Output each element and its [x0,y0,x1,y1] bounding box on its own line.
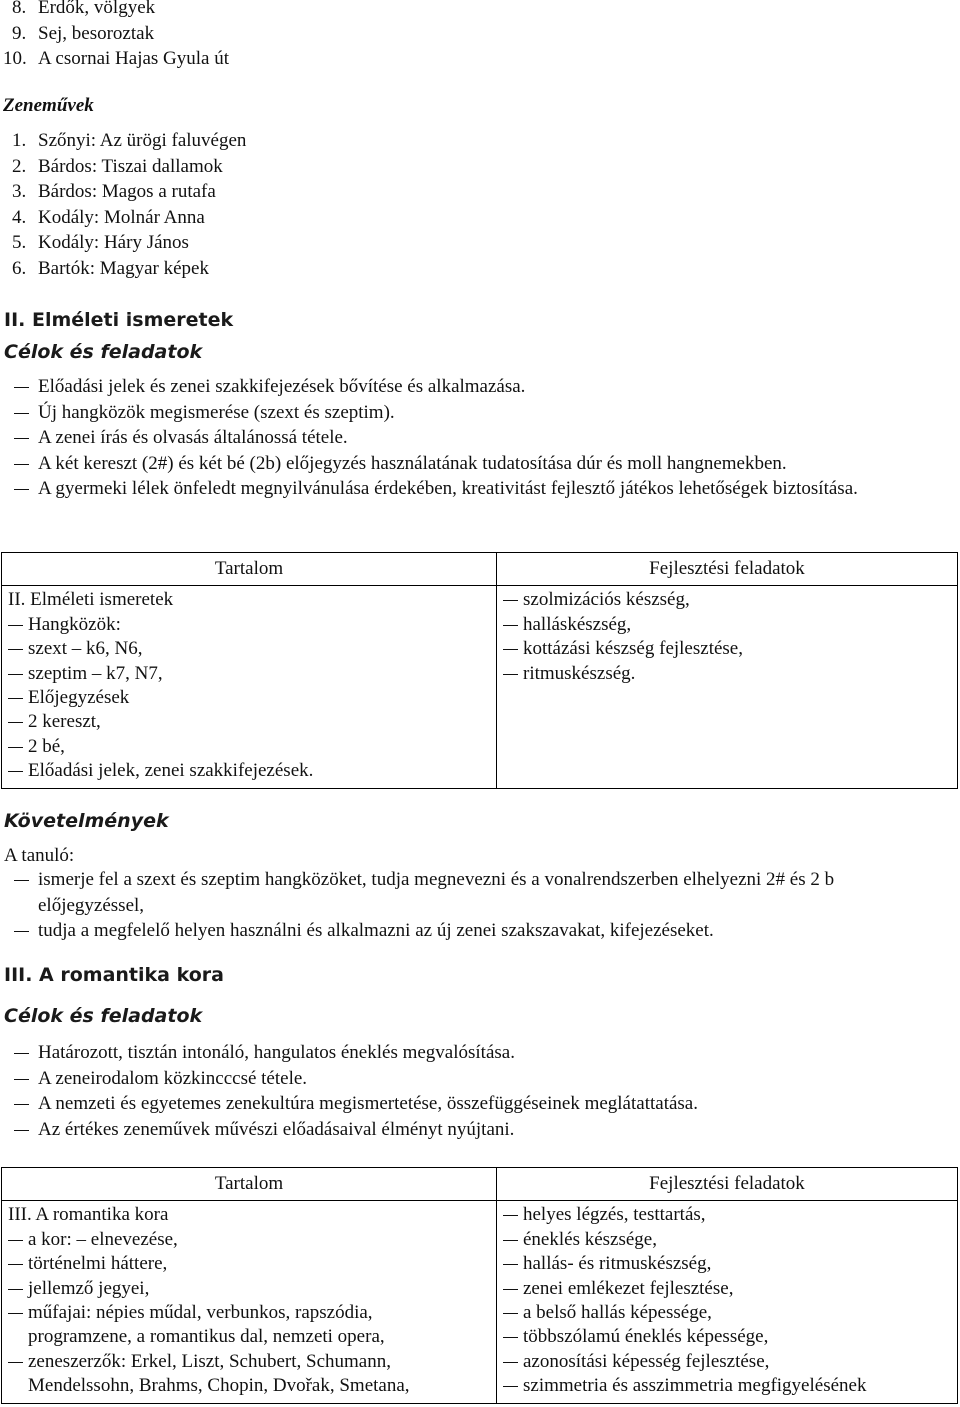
list-item: Határozott, tisztán intonáló, hangulatos éneklés megvalósítása. [0,1040,960,1066]
development-list [503,588,951,686]
list-item: A gyermeki lélek önfeledt megnyilvánulása érdekében, kreativitást fejlesztő játékos lehetőségek biztosítása. [0,476,960,502]
list-item: 8. Erdők, völgyek [12,0,156,18]
list-item: helyes légzés, testtartás, [503,1203,951,1227]
list-item: A nemzeti és egyetemes zenekultúra megismertetése, összefüggéseinek meglátattatása. [0,1091,960,1117]
table-cell-development [497,586,958,789]
goals-heading-3: Célok és feladatok [4,1005,203,1027]
list-item: zenei emlékezet fejlesztése, [503,1277,951,1301]
list-item: Előadási jelek, zenei szakkifejezések. [8,759,490,783]
list-item: kottázási készség fejlesztése, [503,637,951,661]
cell-title: II. Elméleti ismeretek [8,589,174,611]
list-item: 9. Sej, besoroztak [12,22,155,44]
list-item: halláskészség, [503,613,951,637]
list-item: programzene, a romantikus dal, nemzeti opera, [28,1326,385,1348]
list-item: Előadási jelek és zenei szakkifejezések bővítése és alkalmazása. [0,374,960,400]
list-item: Az értékes zeneművek művészi előadásaival élményt nyújtani. [0,1117,960,1143]
list-item: a kor: – elnevezése, [8,1228,490,1252]
list-item: ismerje fel a szext és szeptim hangközöket, tudja megnevezni és a vonalrendszerben elhelyezni 2# és 2 b előjegyzéssel, [0,867,960,918]
requirements-heading: Követelmények [4,810,169,832]
list-item: 6. Bartók: Magyar képek [12,257,209,279]
music-works-list [0,128,960,281]
section-title-2: II. Elméleti ismeretek [4,309,234,331]
goals-list-3 [0,1040,960,1142]
table-cell-content [2,1201,497,1403]
goals-list-2 [0,374,960,502]
list-item: A zenei írás és olvasás általánossá tétele. [0,425,960,451]
content-table-2 [1,552,958,789]
content-list [8,1203,490,1398]
table-cell-content [2,586,497,789]
section-title-3: III. A romantika kora [4,964,224,986]
list-item: azonosítási képesség fejlesztése, [503,1350,951,1374]
section-heading-zenemuvek: Zeneművek [3,95,94,116]
requirements-intro: A tanuló: [4,845,75,866]
list-item: 10. A csornai Hajas Gyula út [3,48,230,69]
table-header-content: Tartalom [2,1168,497,1201]
list-item: éneklés készsége, [503,1228,951,1252]
list-item: hallás- és ritmuskészség, [503,1252,951,1276]
content-table-3 [1,1167,958,1404]
list-item: a belső hallás képessége, [503,1301,951,1325]
cell-title: III. A romantika kora [8,1204,169,1226]
list-item: többszólamú éneklés képessége, [503,1325,951,1349]
list-item: szimmetria és asszimmetria megfigyelésének [503,1374,951,1398]
list-item: 4. Kodály: Molnár Anna [12,206,205,228]
list-item: szext – k6, N6, [8,637,490,661]
list-item: 2. Bárdos: Tiszai dallamok [12,155,223,177]
list-item: ritmuskészség. [503,662,951,686]
list-item: 1. Szőnyi: Az ürögi faluvégen [12,130,247,151]
list-item: jellemző jegyei, [8,1277,490,1301]
list-item: Új hangközök megismerése (szext és szeptim). [0,400,960,426]
table-cell-development [497,1201,958,1403]
requirements-list [0,867,960,944]
list-item: zeneszerzők: Erkel, Liszt, Schubert, Schumann, [8,1350,490,1374]
goals-heading-2: Célok és feladatok [4,341,203,363]
list-item: 2 kereszt, [8,710,490,734]
list-item: 2 bé, [8,735,490,759]
list-item: Előjegyzések [8,686,490,710]
table-header-content: Tartalom [2,553,497,586]
table-header-development: Fejlesztési feladatok [497,553,958,586]
list-item: történelmi háttere, [8,1252,490,1276]
list-item: szeptim – k7, N7, [8,662,490,686]
content-list [8,588,490,783]
development-list [503,1203,951,1398]
list-item: 5. Kodály: Háry János [12,232,189,253]
list-item: műfajai: népies műdal, verbunkos, rapszódia, [8,1301,490,1325]
table-header-development: Fejlesztési feladatok [497,1168,958,1201]
song-list [0,0,960,72]
list-item: szolmizációs készség, [503,588,951,612]
list-item: A két kereszt (2#) és két bé (2b) előjegyzés használatának tudatosítása dúr és moll hangnemekben. [0,451,960,477]
list-item: Hangközök: [8,613,490,637]
list-item: tudja a megfelelő helyen használni és alkalmazni az új zenei szakszavakat, kifejezéseket. [0,918,960,944]
list-item: Mendelssohn, Brahms, Chopin, Dvořak, Smetana, [28,1375,410,1397]
list-item: A zeneirodalom közkincccsé tétele. [0,1066,960,1092]
list-item: 3. Bárdos: Magos a rutafa [12,181,216,202]
